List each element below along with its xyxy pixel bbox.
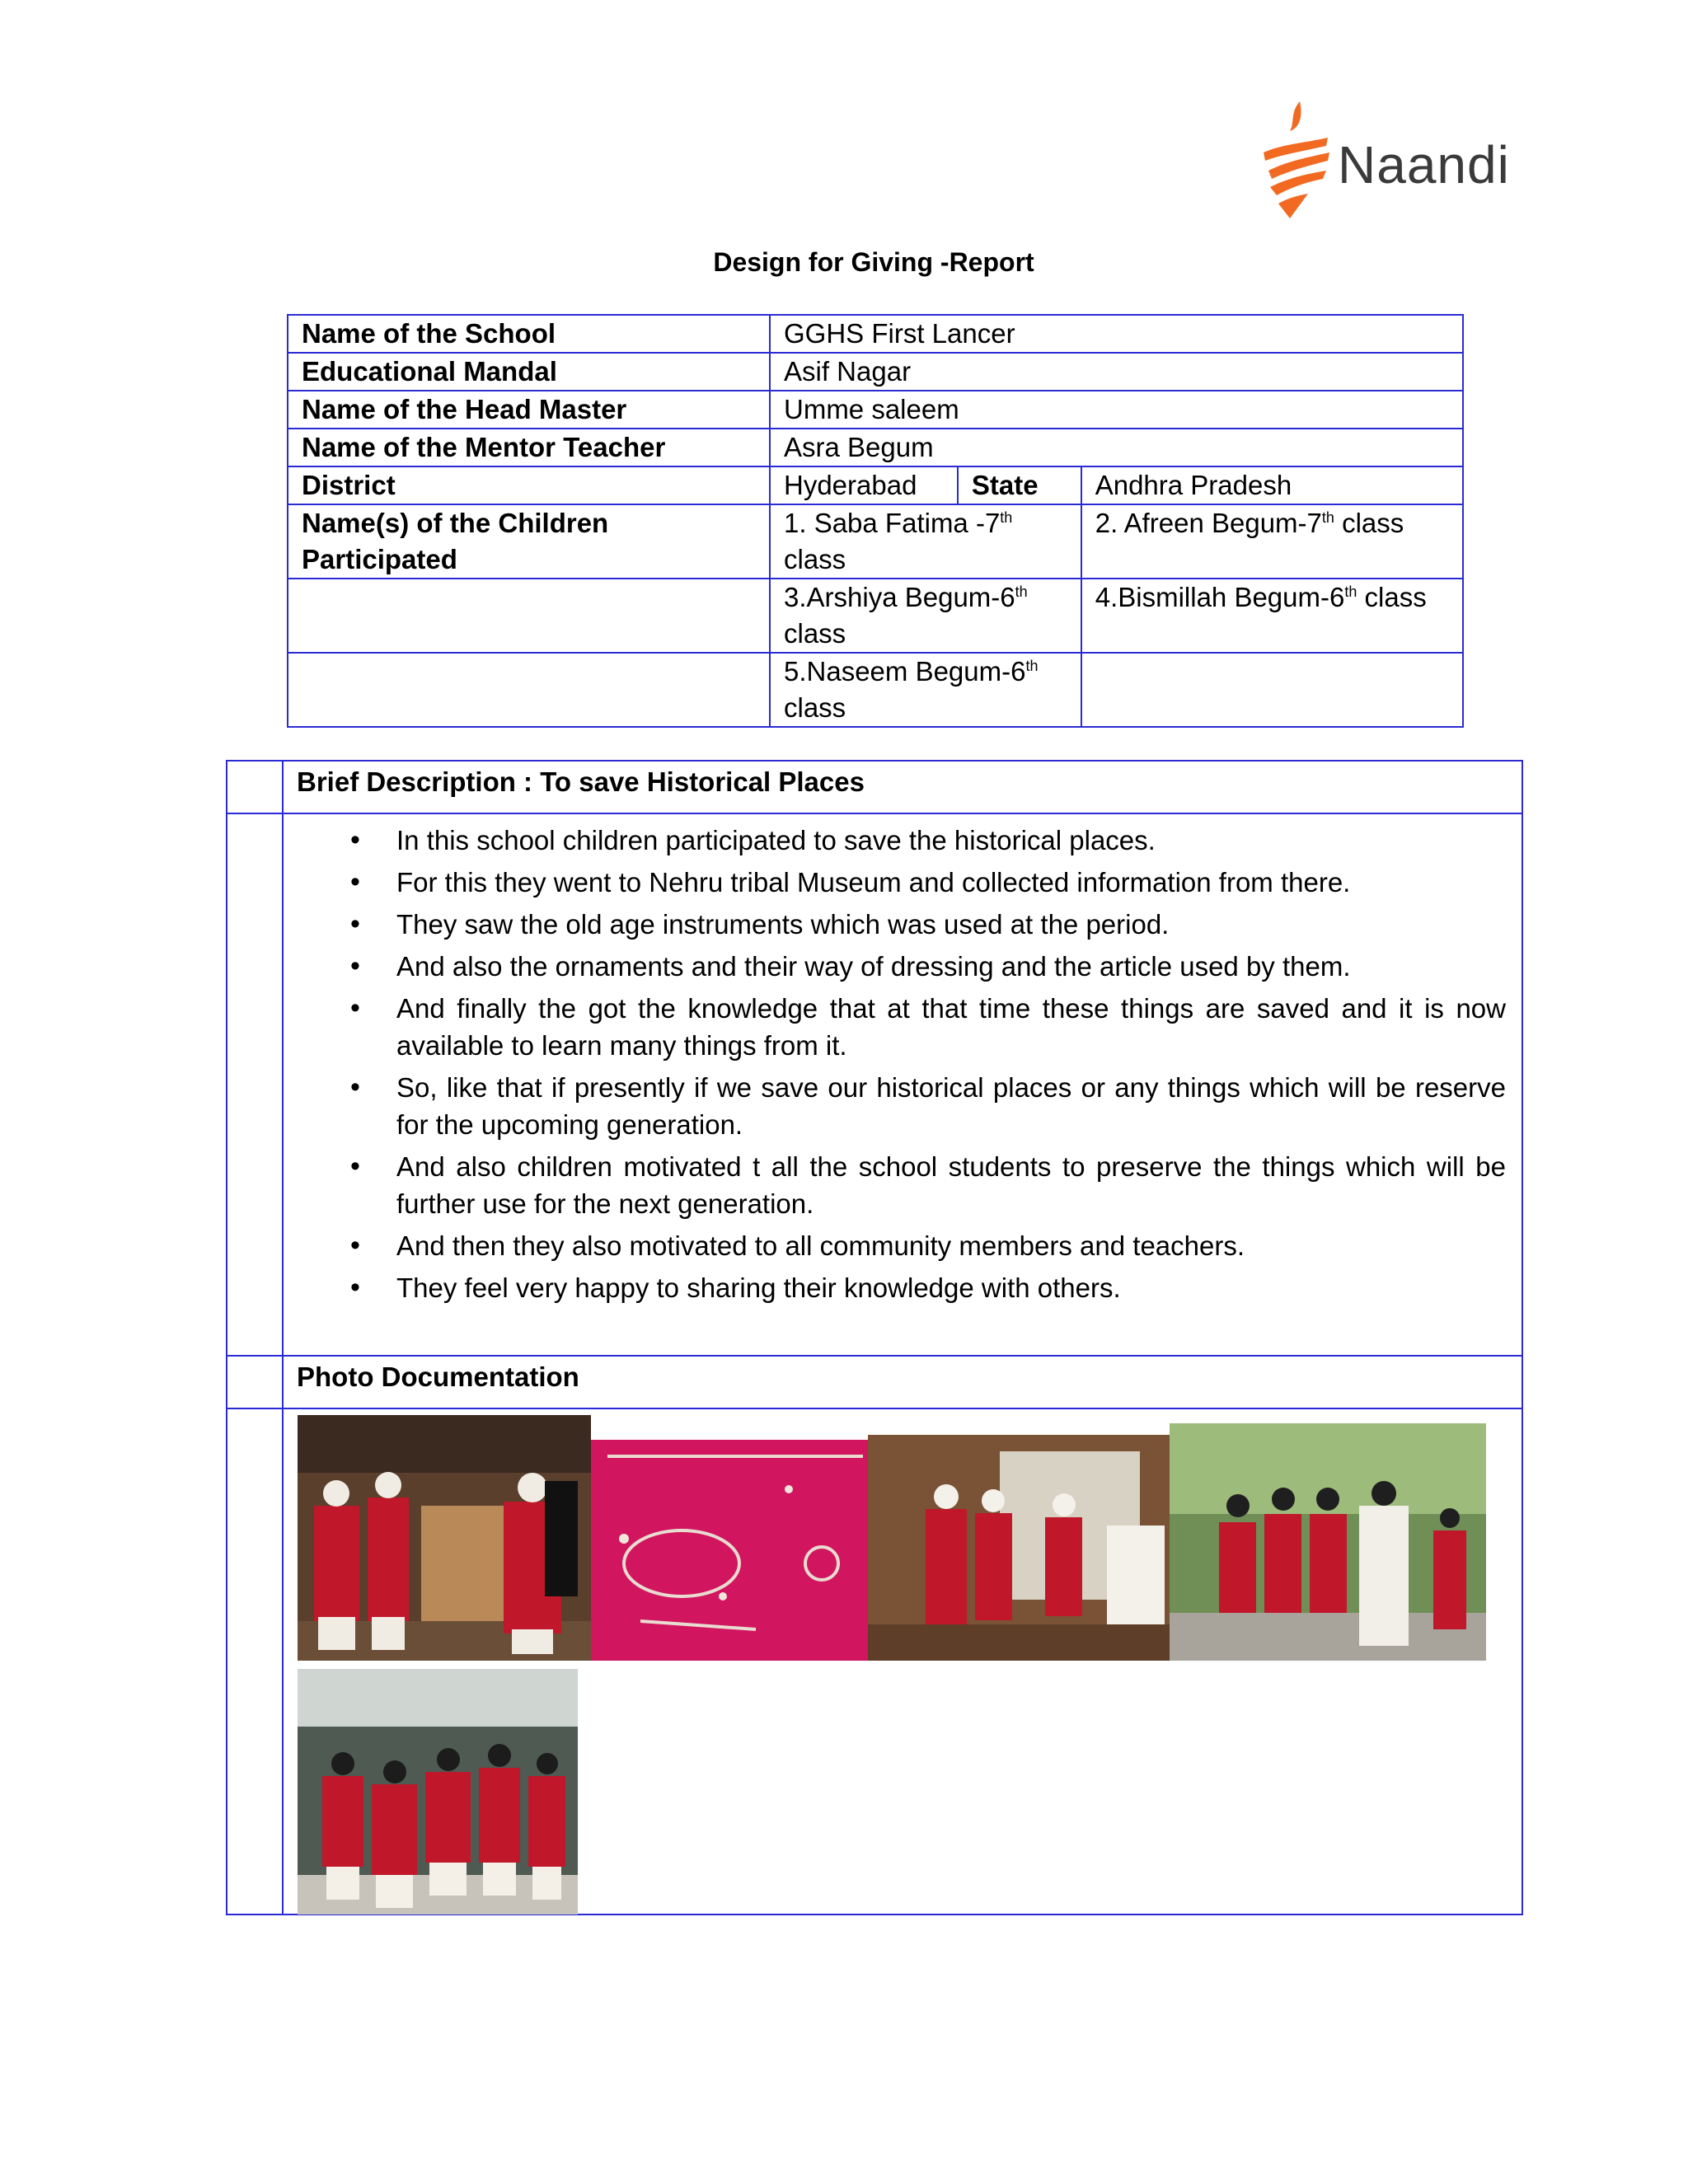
mandal-label: Educational Mandal <box>288 353 770 391</box>
bullet-list <box>284 815 1521 1344</box>
list-item: • They feel very happy to sharing their knowledge with others. <box>284 1269 1506 1306</box>
children-row-3 <box>288 653 1463 727</box>
state-value: Andhra Pradesh <box>1081 466 1463 504</box>
children-row-2 <box>288 579 1463 653</box>
child-entry <box>1081 579 1463 653</box>
child-name: 2. Afreen Begum-7 <box>1095 508 1322 538</box>
child-name: 5.Naseem Begum-6 <box>784 656 1026 687</box>
empty-cell <box>1081 653 1463 727</box>
mandal-row <box>288 353 1463 391</box>
child-sup: th <box>1000 509 1013 526</box>
photo-museum-visit <box>298 1415 591 1661</box>
photo-cell <box>283 1408 1522 1915</box>
mandal-value: Asif Nagar <box>770 353 1463 391</box>
child-sup: th <box>1344 583 1357 600</box>
naandi-logo <box>1257 95 1521 227</box>
photo-group-with-teacher <box>1170 1423 1486 1661</box>
child-sup: th <box>1321 509 1334 526</box>
list-item: • So, like that if presently if we save our historical places or any things which will be reserve for the upcoming generation. <box>284 1069 1506 1143</box>
headmaster-value: Umme saleem <box>770 391 1463 429</box>
district-row <box>288 466 1463 504</box>
school-label: Name of the School <box>288 315 770 353</box>
child-entry <box>770 579 1081 653</box>
school-row <box>288 315 1463 353</box>
side-cell <box>227 1356 283 1408</box>
district-value: Hyderabad <box>770 466 958 504</box>
child-suffix: class <box>784 618 846 649</box>
children-row-1 <box>288 504 1463 579</box>
empty-cell <box>288 653 770 727</box>
list-item: • For this they went to Nehru tribal Museum and collected information from there. <box>284 864 1506 901</box>
child-sup: th <box>1025 658 1039 674</box>
photo-cheering-girls <box>298 1669 578 1915</box>
child-suffix: class <box>784 692 846 723</box>
headmaster-row <box>288 391 1463 429</box>
child-sup: th <box>1015 583 1028 600</box>
child-suffix: class <box>1334 508 1404 538</box>
photo-exhibits <box>868 1435 1170 1661</box>
description-heading: Brief Description : To save Historical Places <box>283 761 1522 813</box>
child-entry <box>1081 504 1463 579</box>
list-item: • In this school children participated to save the historical places. <box>284 822 1506 859</box>
children-label: Name(s) of the Children Participated <box>288 504 770 579</box>
list-item: • And finally the got the knowledge that at that time these things are saved and it is now available to learn many things from it. <box>284 990 1506 1064</box>
child-suffix: class <box>784 544 846 574</box>
mentor-value: Asra Begum <box>770 429 1463 466</box>
mentor-row <box>288 429 1463 466</box>
state-label: State <box>958 466 1081 504</box>
side-cell <box>227 813 283 1356</box>
description-heading-row <box>227 761 1522 813</box>
empty-cell <box>288 579 770 653</box>
school-info-table <box>287 314 1464 728</box>
description-body <box>283 813 1522 1356</box>
side-cell <box>227 761 283 813</box>
photo-ornaments <box>591 1440 868 1661</box>
list-item: • They saw the old age instruments which was used at the period. <box>284 906 1506 943</box>
description-table <box>226 760 1523 1915</box>
mentor-label: Name of the Mentor Teacher <box>288 429 770 466</box>
child-name: 1. Saba Fatima -7 <box>784 508 1001 538</box>
child-entry <box>770 653 1081 727</box>
child-suffix: class <box>1357 582 1427 612</box>
child-name: 4.Bismillah Begum-6 <box>1095 582 1345 612</box>
list-item: • And also children motivated t all the school students to preserve the things which will be further use for the next generation. <box>284 1148 1506 1222</box>
school-value: GGHS First Lancer <box>770 315 1463 353</box>
logo-text: Naandi <box>1338 135 1510 194</box>
photo-heading-row <box>227 1356 1522 1408</box>
photo-gallery <box>284 1410 1521 1913</box>
child-name: 3.Arshiya Begum-6 <box>784 582 1015 612</box>
flame-icon <box>1257 95 1339 227</box>
side-cell <box>227 1408 283 1915</box>
district-label: District <box>288 466 770 504</box>
list-item: • And then they also motivated to all community members and teachers. <box>284 1227 1506 1264</box>
list-item: • And also the ornaments and their way of dressing and the article used by them. <box>284 948 1506 985</box>
description-body-row <box>227 813 1522 1356</box>
child-entry <box>770 504 1081 579</box>
page-title: Design for Giving -Report <box>713 247 1034 277</box>
photo-row <box>227 1408 1522 1915</box>
headmaster-label: Name of the Head Master <box>288 391 770 429</box>
photo-heading: Photo Documentation <box>283 1356 1522 1408</box>
